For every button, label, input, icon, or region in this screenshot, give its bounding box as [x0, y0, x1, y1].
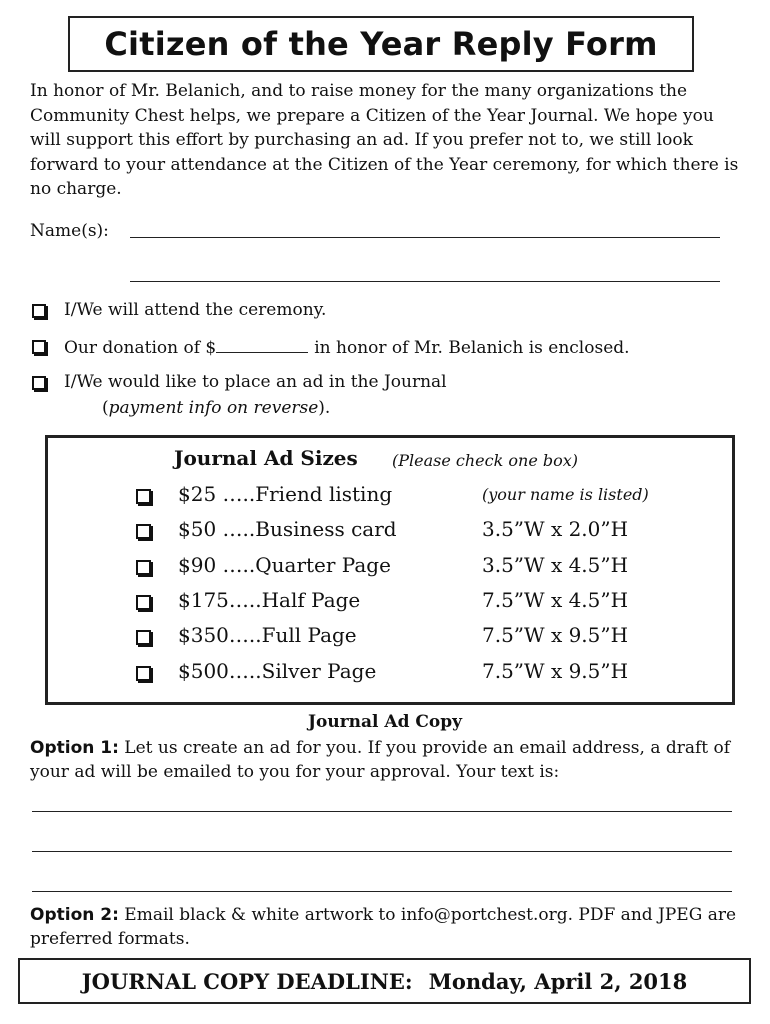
option-2-text: Email black & white artwork to info@portchest.org. PDF and JPEG are preferred formats. [30, 905, 737, 949]
ad-size-dim: 3.5”W x 2.0”H [482, 517, 629, 541]
ad-sizes-hint: (Please check one box) [392, 451, 579, 470]
ad-checkbox[interactable] [32, 376, 46, 390]
ad-size-dim: (your name is listed) [482, 485, 649, 504]
ad-text-line-2[interactable] [32, 851, 732, 852]
ad-size-row [48, 657, 732, 687]
ad-size-checkbox[interactable] [136, 524, 151, 539]
donation-suffix: in honor of Mr. Belanich is enclosed. [314, 338, 630, 358]
ad-label: I/We would like to place an ad in the Journal [64, 372, 447, 392]
ad-size-checkbox[interactable] [136, 630, 151, 645]
donation-label [64, 336, 630, 358]
name-label: Name(s): [30, 221, 109, 241]
ad-size-checkbox[interactable] [136, 560, 151, 575]
ad-size-price: $25 …..Friend listing [178, 482, 393, 506]
ad-text-line-1[interactable] [32, 811, 732, 812]
ad-payment-close: ). [318, 398, 331, 418]
deadline-box [18, 958, 751, 1004]
deadline-date: Monday, April 2, 2018 [428, 968, 688, 994]
ad-copy-heading: Journal Ad Copy [307, 712, 463, 732]
ad-size-dim: 7.5”W x 9.5”H [482, 659, 629, 683]
ad-size-dim: 7.5”W x 9.5”H [482, 623, 629, 647]
ad-size-price: $500…..Silver Page [178, 659, 377, 683]
title-box [68, 16, 694, 72]
ad-sizes-heading: Journal Ad Sizes [174, 446, 358, 470]
ad-sizes-box [45, 435, 735, 705]
donation-amount-field[interactable] [216, 336, 308, 353]
ad-text-line-3[interactable] [32, 891, 732, 892]
ad-payment-open: ( [102, 398, 109, 418]
ad-size-checkbox[interactable] [136, 666, 151, 681]
ad-size-checkbox[interactable] [136, 489, 151, 504]
donation-checkbox[interactable] [32, 340, 46, 354]
name-line-1[interactable] [130, 237, 720, 238]
option-1-text: Let us create an ad for you. If you provide an email address, a draft of your ad will be emailed to you for your approval. Your text is: [30, 738, 731, 782]
ad-size-dim: 7.5”W x 4.5”H [482, 588, 629, 612]
intro-paragraph: In honor of Mr. Belanich, and to raise money for the many organizations the Community Chest helps, we prepare a Citizen of the Year Journal. We hope you will support this effort by purchasing an ad. If you prefer not to, we still look forward to your attendance at the Citizen of the Year ceremony, for which there is no charge. [30, 81, 739, 199]
attend-label: I/We will attend the ceremony. [64, 300, 327, 320]
ad-payment-text: payment info on reverse [108, 398, 319, 418]
ad-size-checkbox[interactable] [136, 595, 151, 610]
ad-size-row [48, 551, 732, 581]
deadline-label: JOURNAL COPY DEADLINE: [81, 968, 413, 994]
ad-size-price: $350…..Full Page [178, 623, 357, 647]
donation-prefix: Our donation of $ [64, 338, 217, 358]
option-1-paragraph [30, 736, 745, 784]
name-line-2[interactable] [130, 281, 720, 282]
ad-payment-note [102, 398, 330, 418]
ad-size-dim: 3.5”W x 4.5”H [482, 553, 629, 577]
ad-size-price: $90 …..Quarter Page [178, 553, 391, 577]
option-2-paragraph [30, 903, 745, 951]
ad-size-row [48, 586, 732, 616]
form-title: Citizen of the Year Reply Form [104, 25, 658, 63]
option-2-label: Option 2: [30, 905, 119, 925]
option-1-label: Option 1: [30, 738, 119, 758]
ad-size-price: $175…..Half Page [178, 588, 361, 612]
ad-size-price: $50 …..Business card [178, 517, 397, 541]
ad-size-row [48, 621, 732, 651]
ad-size-row [48, 515, 732, 545]
attend-checkbox[interactable] [32, 304, 46, 318]
ad-size-row [48, 480, 732, 510]
